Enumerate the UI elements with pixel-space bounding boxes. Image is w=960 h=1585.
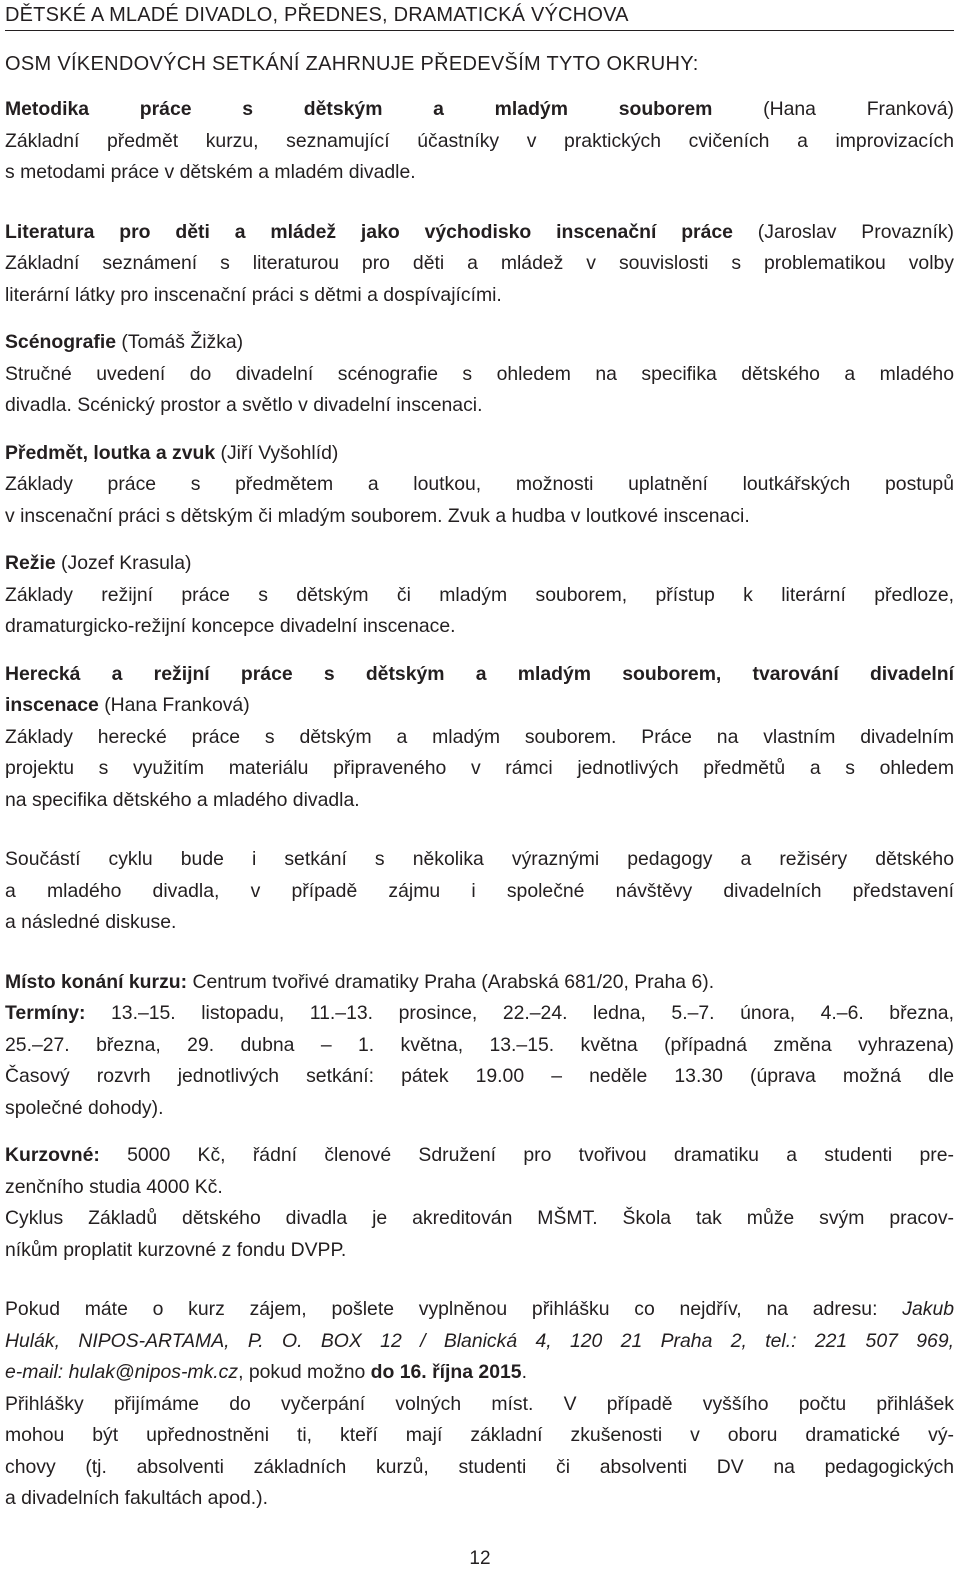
topic-lecturer: (Tomáš Žižka)	[121, 331, 244, 353]
application-line: Přihlášky přijímáme do vyčerpání volných míst. V případě vyššího počtu přihlášek	[5, 1392, 954, 1415]
topic-scenography	[5, 327, 954, 422]
topic-text-line: dramaturgicko-režijní koncepce divadelní inscenace.	[5, 615, 456, 637]
topic-title: Literatura pro děti a mládež jako východisko inscenační práce	[5, 220, 733, 243]
topic-text-line: Základní seznámení s literaturou pro děti a mládež v souvislosti s problematikou volby	[5, 252, 954, 274]
accreditation-line: níkům proplatit kurzovné z fondu DVPP.	[5, 1238, 347, 1261]
topic-text-line: Základy herecké práce s dětským a mladým souborem. Práce na vlastním divadelním	[5, 725, 954, 748]
section-header: DĚTSKÉ A MLADÉ DIVADLO, PŘEDNES, DRAMATICKÁ VÝCHOVA	[5, 4, 954, 31]
venue-dates	[5, 967, 954, 1125]
contact-address: Hulák, NIPOS-ARTAMA, P. O. BOX 12 / Blanická 4, 120 21 Praha 2, tel.: 221 507 969,	[5, 1329, 954, 1352]
topic-directing	[5, 548, 954, 643]
deadline: do 16. října 2015	[370, 1361, 522, 1383]
contact-email[interactable]: e-mail: hulak@nipos-mk.cz	[5, 1361, 239, 1383]
cycle-note	[5, 844, 954, 939]
topic-title: Předmět, loutka a zvuk	[5, 441, 216, 464]
topic-text-line: Stručné uvedení do divadelní scénografie s ohledem na specifika dětského a mladého	[5, 362, 954, 385]
venue-text: Centrum tvořivé dramatiky Praha (Arabská 681/20, Praha 6).	[192, 970, 715, 993]
topic-title-cont: inscenace	[5, 694, 99, 716]
dates-line: 25.–27. března, 29. dubna – 1. května, 13.–15. května (případná změna vyhrazena)	[5, 1033, 954, 1056]
topic-lecturer: (Jaroslav Provazník)	[757, 220, 954, 243]
page-number: 12	[469, 1548, 491, 1569]
topic-lecturer: (Jiří Vyšohlíd)	[220, 441, 339, 464]
topic-text-line: literární látky pro inscenační práci s dětmi a dospívajícími.	[5, 283, 502, 306]
topic-lecturer: (Jozef Krasula)	[61, 552, 192, 574]
topic-text-line: Základní předmět kurzu, seznamující účastníky v praktických cvičeních a improvizacích	[5, 129, 954, 152]
topic-text-line: na specifika dětského a mladého divadla.	[5, 788, 360, 811]
venue-label: Místo konání kurzu:	[5, 970, 188, 993]
subheading: OSM VÍKENDOVÝCH SETKÁNÍ ZAHRNUJE PŘEDEVŠÍM TYTO OKRUHY:	[5, 53, 699, 75]
fee-line: zenčního studia 4000 Kč.	[5, 1175, 223, 1198]
accreditation-line: Cyklus Základů dětského divadla je akreditován MŠMT. Škola tak může svým pracov-	[5, 1207, 954, 1229]
topic-text-line: v inscenační práci s dětským či mladým souborem. Zvuk a hudba v loutkové inscenaci.	[5, 504, 750, 527]
topic-puppetry	[5, 438, 954, 533]
topic-methodology	[5, 94, 954, 189]
fee-section	[5, 1140, 954, 1266]
topic-lecturer: (Hana Franková)	[104, 694, 250, 716]
topic-text-line: Základy režijní práce s dětským či mladým souborem, přístup k literární předloze,	[5, 583, 954, 606]
topic-title: Scénografie	[5, 331, 116, 353]
application-section	[5, 1294, 954, 1515]
application-text: , pokud možno	[238, 1361, 366, 1383]
fee-label: Kurzovné:	[5, 1144, 100, 1166]
note-line: a následné diskuse.	[5, 911, 177, 933]
topic-literature	[5, 217, 954, 312]
dates-text: 13.–15. listopadu, 11.–13. prosince, 22.–24. ledna, 5.–7. února, 4.–6. března,	[111, 1002, 954, 1024]
topic-text-line: projektu s využitím materiálu připraveného v rámci jednotlivých předmětů a s ohledem	[5, 757, 954, 779]
application-line: a divadelních fakultách apod.).	[5, 1487, 269, 1509]
note-line: Součástí cyklu bude i setkání s několika výraznými pedagogy a režiséry dětského	[5, 848, 954, 870]
application-line: chovy (tj. absolventi základních kurzů, studenti či absolventi DV na pedagogických	[5, 1455, 954, 1478]
schedule-line: Časový rozvrh jednotlivých setkání: pátek 19.00 – neděle 13.30 (úprava možná dle	[5, 1065, 954, 1087]
note-line: a mladého divadla, v případě zájmu i společné návštěvy divadelních představení	[5, 879, 954, 902]
punctuation: .	[521, 1361, 527, 1383]
application-line: mohou být upřednostněni ti, kteří mají základní zkušenosti v oboru dramatické vý-	[5, 1424, 954, 1446]
document-page	[5, 0, 954, 1515]
topic-lecturer: (Hana Franková)	[763, 98, 954, 120]
schedule-line: společné dohody).	[5, 1096, 164, 1119]
contact-name: Jakub	[902, 1298, 955, 1320]
topic-text-line: Základy práce s předmětem a loutkou, možnosti uplatnění loutkářských postupů	[5, 473, 954, 495]
application-text: Pokud máte o kurz zájem, pošlete vyplněnou přihlášku co nejdřív, na adresu:	[5, 1298, 878, 1320]
topic-title: Metodika práce s dětským a mladým souborem	[5, 98, 713, 120]
dates-label: Termíny:	[5, 1002, 86, 1024]
fee-text: 5000 Kč, řádní členové Sdružení pro tvořivou dramatiku a studenti pre-	[127, 1144, 954, 1166]
topic-text-line: divadla. Scénický prostor a světlo v divadelní inscenaci.	[5, 394, 483, 416]
topic-text-line: s metodami práce v dětském a mladém divadle.	[5, 161, 416, 183]
topic-title: Herecká a režijní práce s dětským a mladým souborem, tvarování divadelní	[5, 662, 954, 685]
topic-title: Režie	[5, 552, 56, 574]
topic-acting	[5, 659, 954, 817]
